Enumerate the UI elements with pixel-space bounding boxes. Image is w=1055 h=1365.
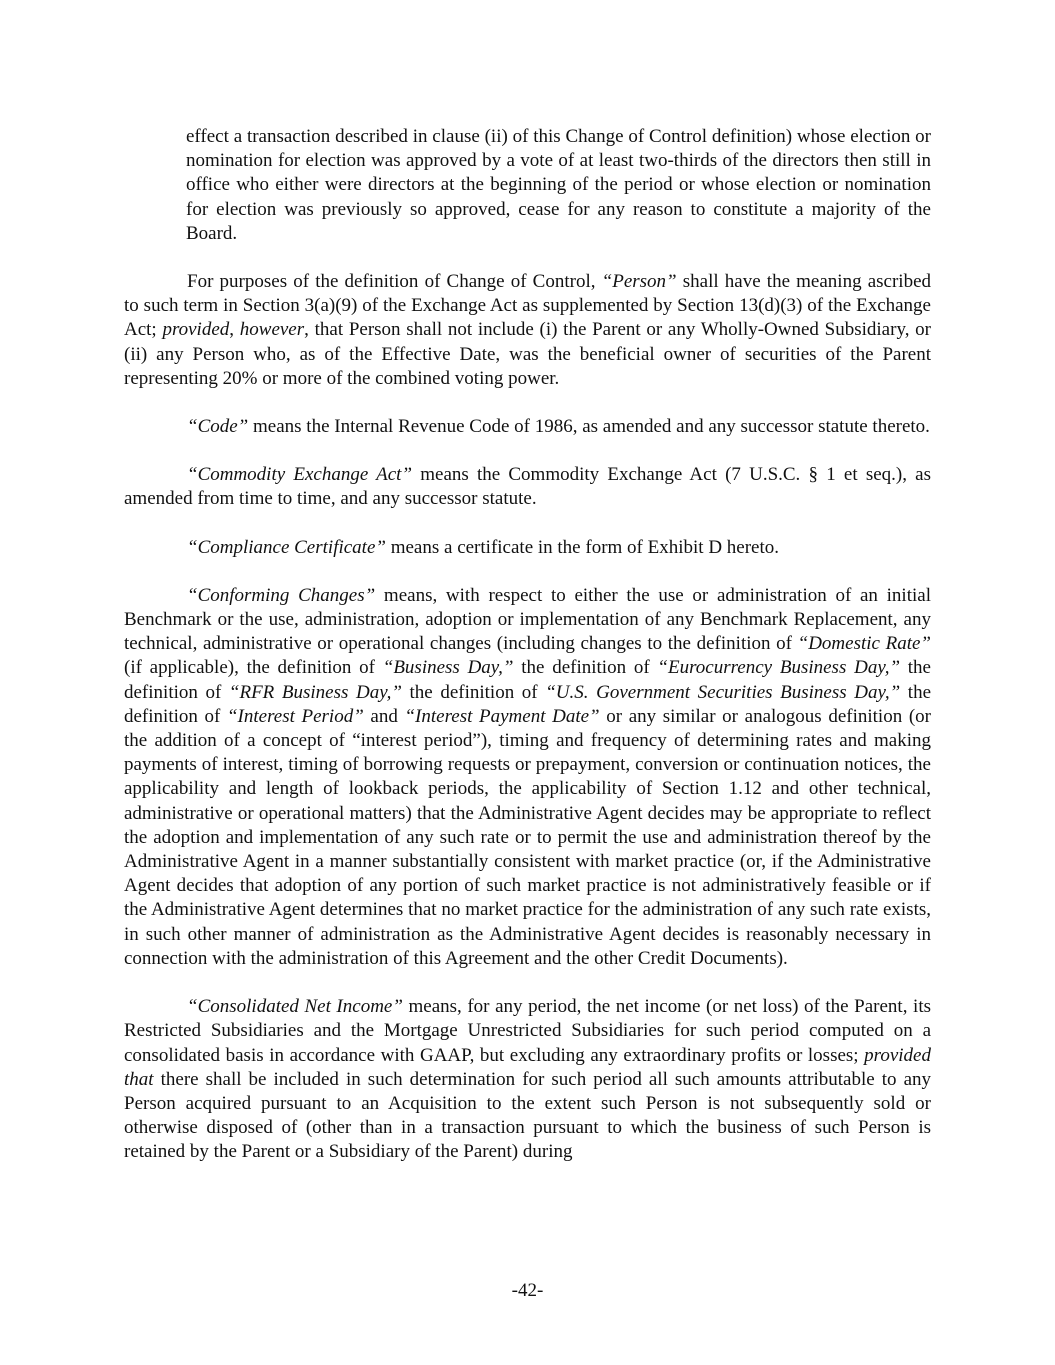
person-definition: For purposes of the definition of Change of Control, “Person” shall have the meaning ascribed to such term in Section 3(a)(9) of the Exchange Act as supplemented by Section 13(d)(3) of the Exchange Act; provided, however, that Person shall not include (i) the Parent or any Wholly-Owned Subsidiary, or (ii) any Person who, as of the Effective Date, was the beneficial owner of securities of the Parent representing 20% or more of the combined voting power. xyxy=(124,271,932,389)
defined-term: “Conforming Changes” xyxy=(187,584,376,606)
defined-term: “Person” xyxy=(601,271,677,293)
code-definition: “Code” means the Internal Revenue Code of 1986, as amended and any successor statute thereto. xyxy=(187,416,930,438)
defined-term: “Consolidated Net Income” xyxy=(187,996,403,1018)
commodity-exchange-act-definition: “Commodity Exchange Act” means the Commodity Exchange Act (7 U.S.C. § 1 et seq.), as amended from time to time, and any successor statute. xyxy=(124,464,932,510)
consolidated-net-income-definition: “Consolidated Net Income” means, for any period, the net income (or net loss) of the Parent, its Restricted Subsidiaries and the Mortgage Unrestricted Subsidiaries for such period computed on a consolidated basis in accordance with GAAP, but excluding any extraordinary profits or losses; provided that there shall be included in such determination for such period all such amounts attributable to any Person acquired pursuant to an Acquisition to the extent such Person is not subsequently sold or otherwise disposed of (other than in a transaction pursuant to which the business of such Person is retained by the Parent or a Subsidiary of the Parent) during xyxy=(124,996,931,1163)
conforming-changes-definition: “Conforming Changes” means, with respect to either the use or administration of an initial Benchmark or the use, administration, adoption or implementation of any Benchmark Replacement, any technical, administrative or operational changes (including changes to the definition of “Domestic Rate” (if applicable), the definition of “Business Day,” the definition of “Eurocurrency Business Day,” the definition of “RFR Business Day,” the definition of “U.S. Government Securities Business Day,” the definition of “Interest Period” and “Interest Payment Date” or any similar or analogous definition (or the addition of a concept of “interest period”), timing and frequency of determining rates and making payments of interest, timing of borrowing requests or prepayment, conversion or continuation notices, the applicability and length of lookback periods, the applicability of Section 1.12 and other technical, administrative or operational matters) that the Administrative Agent decides may be appropriate to reflect the adoption and implementation of any such rate or to permit the use and administration thereof by the Administrative Agent in a manner substantially consistent with market practice (or, if the Administrative Agent decides that adoption of any portion of such market practice is not administratively feasible or if the Administrative Agent determines that no market practice for the administration of any such rate exists, in such other manner of administration as the Administrative Agent decides is reasonably necessary in connection with the administration of this Agreement and the other Credit Documents). xyxy=(124,584,932,969)
defined-term: “Compliance Certificate” xyxy=(187,536,386,558)
compliance-certificate-definition: “Compliance Certificate” means a certificate in the form of Exhibit D hereto. xyxy=(187,536,780,558)
page-number: -42- xyxy=(511,1280,544,1301)
defined-term: “Code” xyxy=(187,416,249,438)
defined-term: “Commodity Exchange Act” xyxy=(187,464,413,486)
change-of-control-continuation: effect a transaction described in clause (ii) of this Change of Control definition) whose election or nomination for election was approved by a vote of at least two-thirds of the directors then still in office who either were directors at the beginning of the period or whose election or nomination for election was previously so approved, cease for any reason to constitute a majority of the Board. xyxy=(186,126,931,244)
page-body xyxy=(124,125,931,1189)
